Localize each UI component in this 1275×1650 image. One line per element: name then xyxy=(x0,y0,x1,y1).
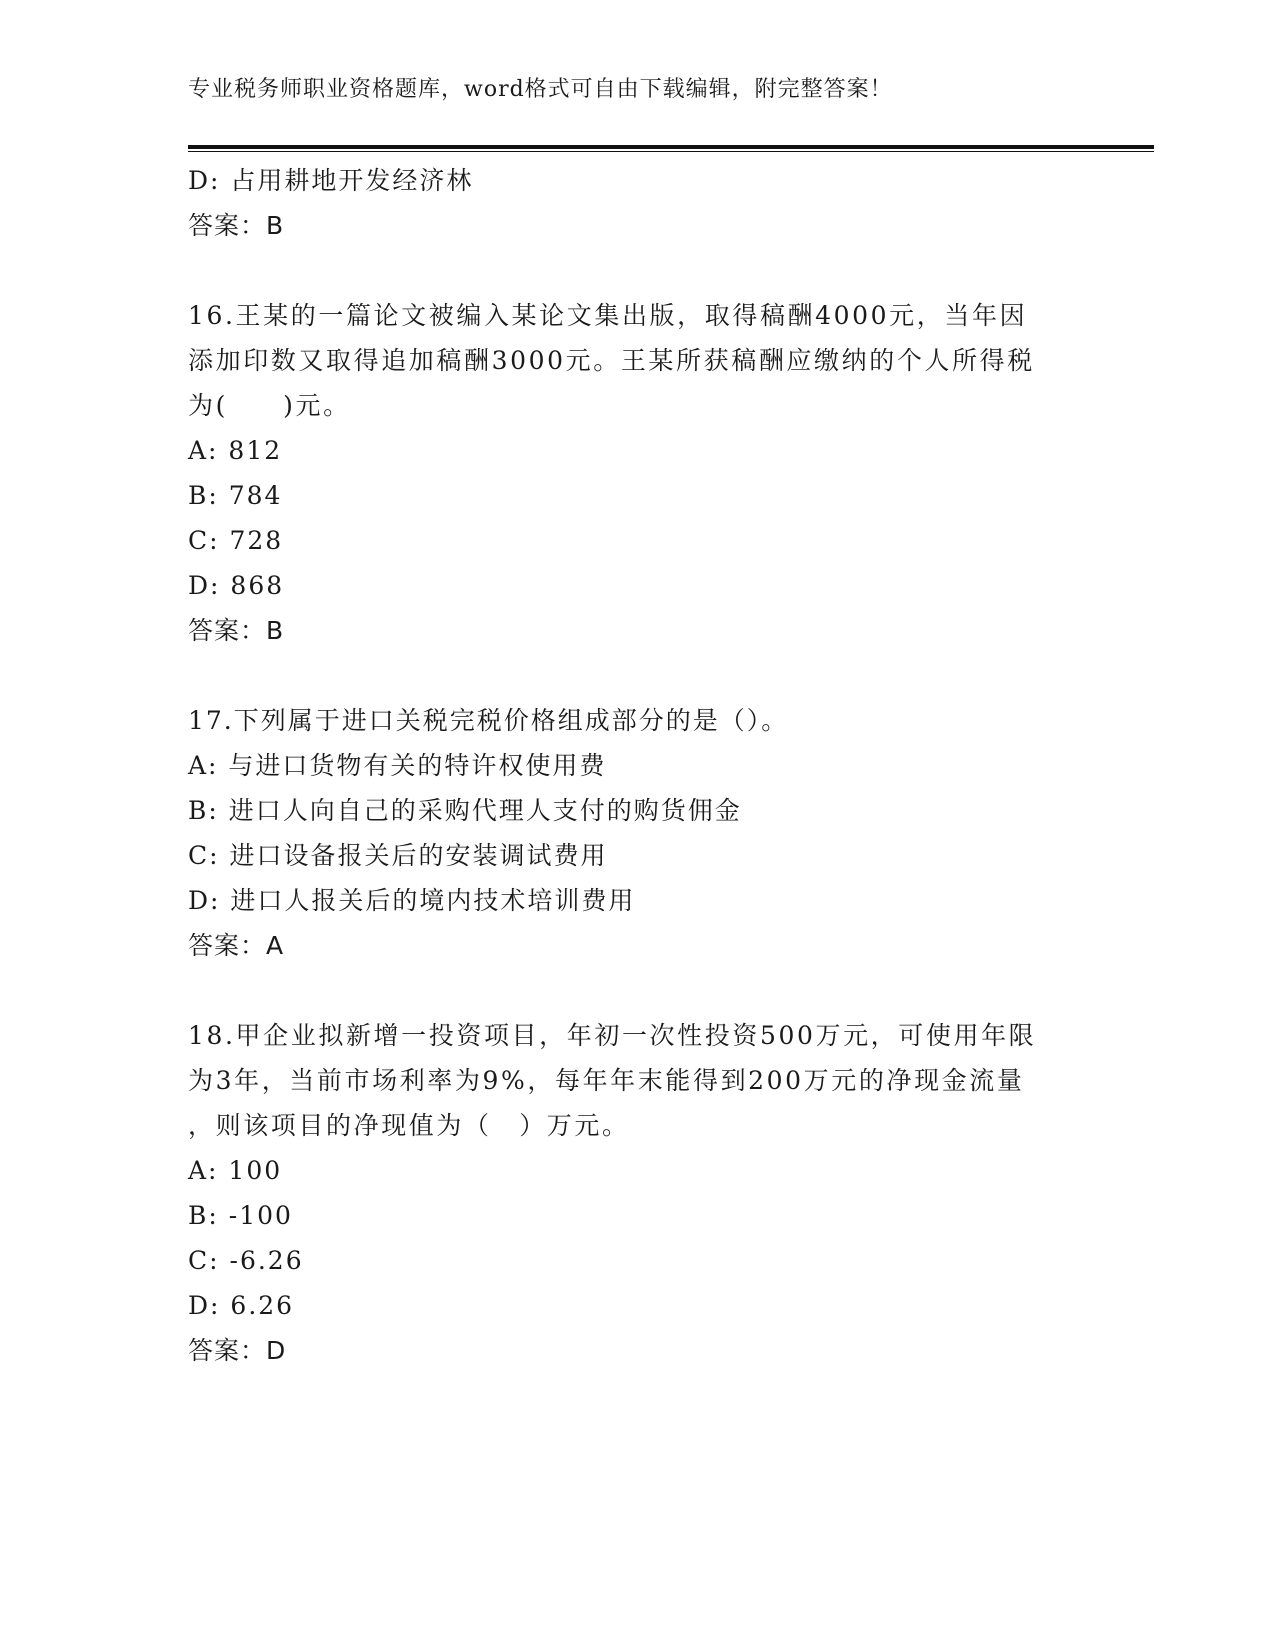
question-stem-line: 16.王某的一篇论文被编入某论文集出版，取得稿酬4000元，当年因 xyxy=(188,301,1028,330)
answer-line: 答案：A xyxy=(188,931,285,960)
question-stem-line: 18.甲企业拟新增一投资项目，年初一次性投资500万元，可使用年限 xyxy=(188,1021,1037,1050)
option-d: D: 868 xyxy=(188,571,285,600)
question-stem-line: 添加印数又取得追加稿酬3000元。王某所获稿酬应缴纳的个人所得税 xyxy=(188,346,1035,375)
question-stem-line: ，则该项目的净现值为（ ）万元。 xyxy=(188,1111,630,1140)
question-stem-line: 为3年，当前市场利率为9%，每年年末能得到200万元的净现金流量 xyxy=(188,1066,1025,1095)
option-b: B: 784 xyxy=(188,481,283,510)
carryover-question xyxy=(188,158,1088,248)
question-stem-line: 17.下列属于进口关税完税价格组成部分的是（）。 xyxy=(188,706,789,735)
option-d: D: 占用耕地开发经济林 xyxy=(188,166,474,195)
answer-line: 答案：B xyxy=(188,616,285,645)
header-rule-thin xyxy=(188,151,1154,152)
option-a: A: 与进口货物有关的特许权使用费 xyxy=(188,751,607,780)
option-b: B: 进口人向自己的采购代理人支付的购货佣金 xyxy=(188,796,742,825)
header-rule-thick xyxy=(188,145,1154,149)
option-a: A: 812 xyxy=(188,436,283,465)
option-d: D: 6.26 xyxy=(188,1291,295,1320)
question-stem-line: 为( )元。 xyxy=(188,391,351,420)
option-c: C: 进口设备报关后的安装调试费用 xyxy=(188,841,608,870)
option-a: A: 100 xyxy=(188,1156,283,1185)
spacer xyxy=(188,968,1088,1013)
answer-line: 答案：D xyxy=(188,1336,287,1365)
answer-line: 答案：B xyxy=(188,211,285,240)
option-c: C: -6.26 xyxy=(188,1246,304,1275)
question-16 xyxy=(188,293,1088,653)
question-18 xyxy=(188,1013,1088,1373)
page-header: 专业税务师职业资格题库，word格式可自由下载编辑，附完整答案！ xyxy=(188,77,893,102)
option-b: B: -100 xyxy=(188,1201,293,1230)
question-17 xyxy=(188,698,1088,968)
question-content xyxy=(188,158,1088,1373)
option-c: C: 728 xyxy=(188,526,284,555)
spacer xyxy=(188,248,1088,293)
option-d: D: 进口人报关后的境内技术培训费用 xyxy=(188,886,636,915)
spacer xyxy=(188,653,1088,698)
